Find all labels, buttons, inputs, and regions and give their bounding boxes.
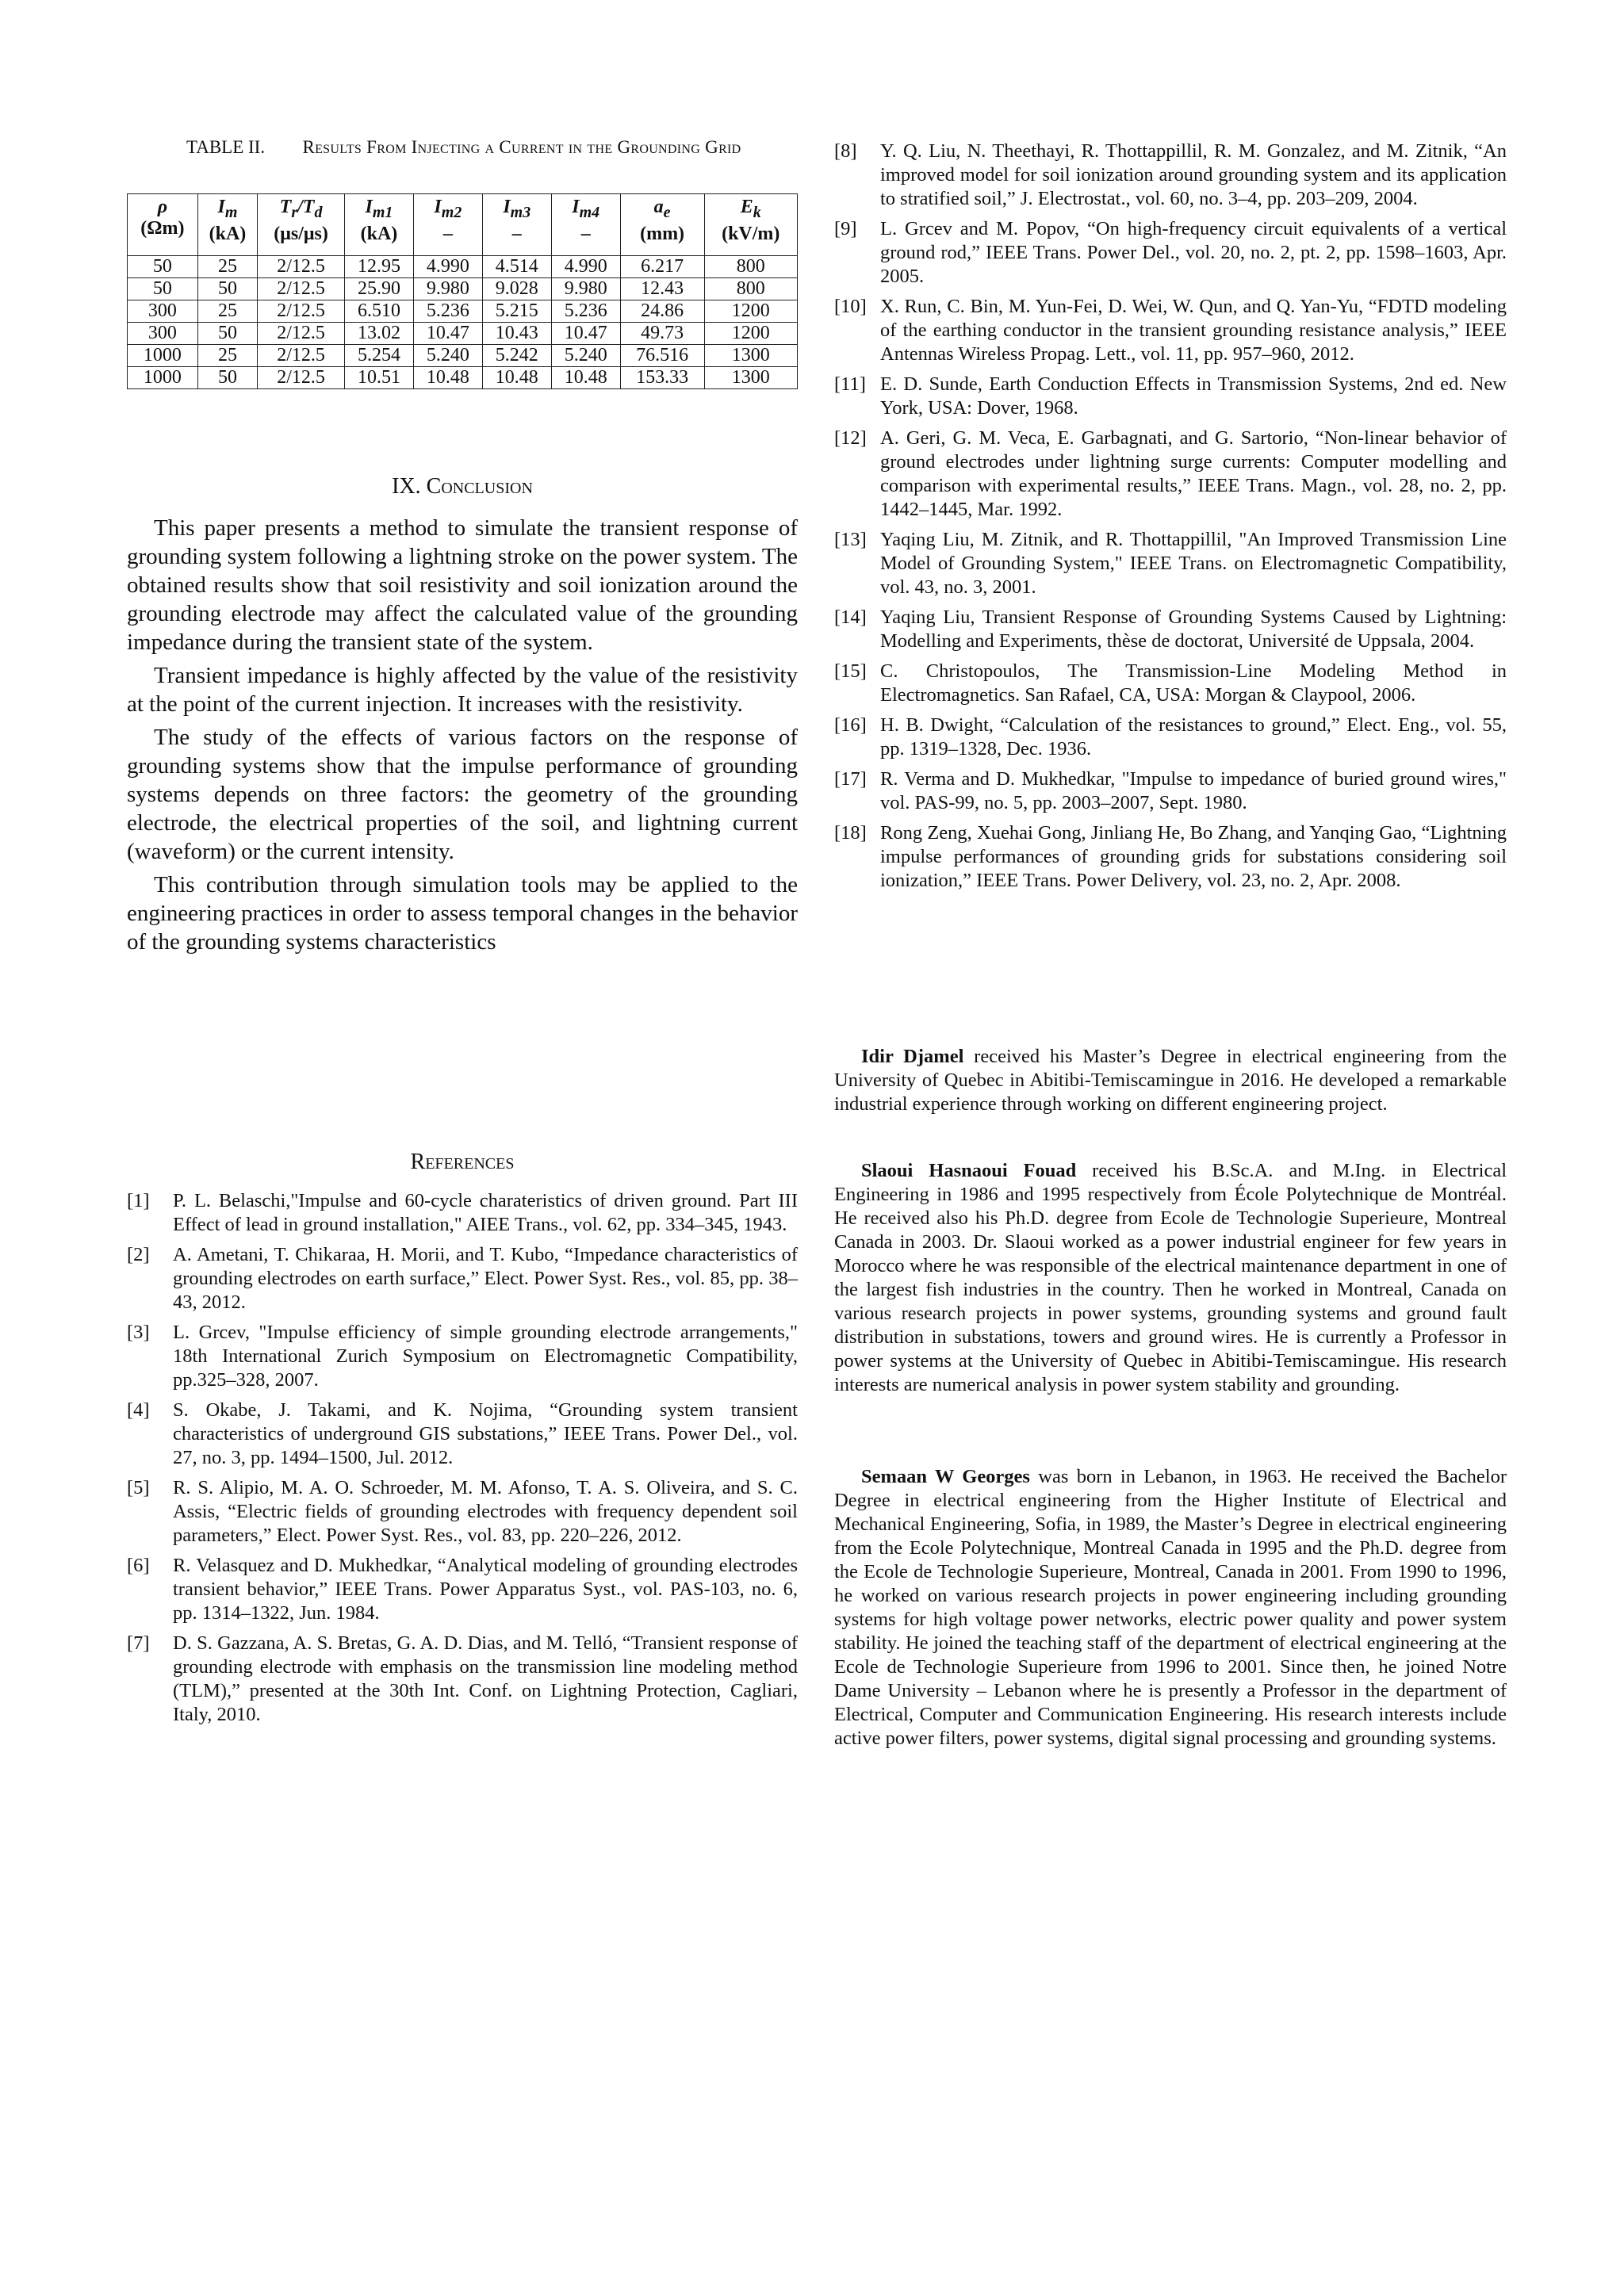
reference-number: [8] bbox=[834, 140, 857, 162]
author-name: Semaan W Georges bbox=[861, 1466, 1030, 1487]
col-im3: $I_{m3}$ – bbox=[482, 194, 551, 256]
reference-number: [15] bbox=[834, 660, 867, 682]
table-row bbox=[128, 256, 798, 278]
table-cell: 49.73 bbox=[620, 323, 704, 345]
table-cell: 10.47 bbox=[551, 323, 620, 345]
reference-item bbox=[127, 1632, 798, 1727]
table-row bbox=[128, 323, 798, 345]
reference-number: [14] bbox=[834, 607, 867, 628]
conclusion-body bbox=[127, 514, 798, 961]
table-cell: 10.48 bbox=[482, 367, 551, 389]
table-cell: 13.02 bbox=[345, 323, 414, 345]
table-row bbox=[128, 278, 798, 300]
col-ek: $E_k$ (kV/m) bbox=[704, 194, 798, 256]
reference-text: Rong Zeng, Xuehai Gong, Jinliang He, Bo Zhang, and Yanqing Gao, “Lightning impulse performances of grounding grids for substations considering soil ionization,” IEEE Trans. Power Delivery, vol. 23, no. 2, Apr. 2008. bbox=[880, 822, 1507, 891]
table-cell: 9.980 bbox=[413, 278, 482, 300]
references-heading: References bbox=[410, 1150, 515, 1174]
reference-number: [17] bbox=[834, 768, 867, 790]
reference-text: Y. Q. Liu, N. Theethayi, R. Thottappillil, R. M. Gonzalez, and M. Zitnik, “An improved model for soil ionization around grounding system and its application to stratified soil,” J. Electrostat., vol. 60, no. 3–4, pp. 203–209, 2004. bbox=[880, 140, 1507, 209]
reference-text: S. Okabe, J. Takami, and K. Nojima, “Grounding system transient characteristics of underground GIS substations,” IEEE Trans. Power Del., vol. 27, no. 3, pp. 1494–1500, Jul. 2012. bbox=[173, 1399, 798, 1468]
table-cell: 5.215 bbox=[482, 300, 551, 323]
table-cell: 2/12.5 bbox=[258, 256, 345, 278]
table-cell: 25 bbox=[197, 256, 257, 278]
table-cell: 5.240 bbox=[413, 345, 482, 367]
reference-number: [4] bbox=[127, 1399, 150, 1421]
reference-text: R. S. Alipio, M. A. O. Schroeder, M. M. Afonso, T. A. S. Oliveira, and S. C. Assis, “Electric fields of grounding electrodes with frequency dependent soil parameters,” Elect. Power Syst. Res., vol. 83, pp. 220–226, 2012. bbox=[173, 1477, 798, 1546]
conclusion-paragraph: The study of the effects of various factors on the response of grounding systems show that the impulse performance of grounding systems depends on three factors: the geometry of the grounding electrode, the electrical properties of the soil, and lightning current (waveform) or the current intensity. bbox=[127, 725, 798, 864]
table-cell: 5.242 bbox=[482, 345, 551, 367]
author-name: Slaoui Hasnaoui Fouad bbox=[861, 1160, 1077, 1181]
reference-text: C. Christopoulos, The Transmission-Line Modeling Method in Electromagnetics. San Rafael, CA, USA: Morgan & Claypool, 2006. bbox=[880, 660, 1507, 706]
author-bio-text: was born in Lebanon, in 1963. He received the Bachelor Degree in electrical engineering from the Higher Institute of Electrical and Mechanical Engineering, Sofia, in 1989, the Master’s Degree in electrical engineering from the Ecole Polytechnique, Montreal Canada in 1995 and the Ph.D. degree from the Ecole de Technologie Superieure, Montreal, Canada in 2001. From 1990 to 1996, he worked on various research projects in power engineering including grounding systems for high voltage power networks, electric power quality and power system stability. He joined the teaching staff of the department of electrical engineering at the Ecole de Technologie Superieure from 1996 to 2001. Since then, he joined Notre Dame University – Lebanon where he is presently a Professor in the department of Electrical, Computer and Communication Engineering. His research interests include active power filters, power systems, digital signal processing and grounding systems. bbox=[834, 1466, 1507, 1749]
reference-item bbox=[834, 606, 1507, 653]
reference-text: L. Grcev, "Impulse efficiency of simple grounding electrode arrangements," 18th International Zurich Symposium on Electromagnetic Compatibility, pp.325–328, 2007. bbox=[173, 1322, 798, 1391]
table-cell: 12.95 bbox=[345, 256, 414, 278]
col-im2: $I_{m2}$ – bbox=[413, 194, 482, 256]
reference-number: [3] bbox=[127, 1322, 150, 1343]
table-cell: 5.236 bbox=[551, 300, 620, 323]
table-cell: 1200 bbox=[704, 300, 798, 323]
author-bio bbox=[834, 1159, 1507, 1397]
table-cell: 2/12.5 bbox=[258, 278, 345, 300]
reference-item bbox=[127, 1554, 798, 1625]
author-bio-text: received his B.Sc.A. and M.Ing. in Electrical Engineering in 1986 and 1995 respectively from École Polytechnique de Montréal. He received also his Ph.D. degree from Ecole de Technologie Superieure, Montreal Canada in 2003. Dr. Slaoui worked as a power industrial engineer for few years in Morocco where he was responsible of the electrical maintenance department in one of the largest fish industries in the country. Then he worked in Montreal, Canada on various research projects in power systems, grounding systems and ground fault distribution in substations, towers and ground wires. He is currently a Professor in power systems at the University of Quebec in Abitibi-Temiscamingue. His research interests are numerical analysis in power system stability and grounding. bbox=[834, 1160, 1507, 1395]
reference-text: Yaqing Liu, Transient Response of Grounding Systems Caused by Lightning: Modelling and Experiments, thèse de doctorat, Université de Uppsala, 2004. bbox=[880, 607, 1507, 652]
reference-text: A. Ametani, T. Chikaraa, H. Morii, and T. Kubo, “Impedance characteristics of grounding electrodes on earth surface,” Elect. Power Syst. Res., vol. 85, pp. 38–43, 2012. bbox=[173, 1244, 798, 1313]
author-bio bbox=[834, 1465, 1507, 1751]
reference-item bbox=[834, 767, 1507, 815]
table-cell: 1200 bbox=[704, 323, 798, 345]
reference-item bbox=[834, 714, 1507, 761]
reference-list-left bbox=[127, 1189, 798, 1733]
table-cell: 9.028 bbox=[482, 278, 551, 300]
table-cell: 1300 bbox=[704, 345, 798, 367]
reference-item bbox=[834, 528, 1507, 599]
col-tr-td: $T_r/T_d$ (μs/μs) bbox=[258, 194, 345, 256]
table-cell: 2/12.5 bbox=[258, 300, 345, 323]
reference-text: X. Run, C. Bin, M. Yun-Fei, D. Wei, W. Qun, and Q. Yan-Yu, “FDTD modeling of the earthing conductor in the transient grounding resistance analysis,” IEEE Antennas Wireless Propag. Lett., vol. 11, pp. 957–960, 2012. bbox=[880, 296, 1507, 365]
table-cell: 24.86 bbox=[620, 300, 704, 323]
reference-item bbox=[834, 373, 1507, 420]
table-cell: 6.510 bbox=[345, 300, 414, 323]
reference-number: [2] bbox=[127, 1244, 150, 1265]
reference-item bbox=[127, 1399, 798, 1470]
col-im1: $I_{m1}$ (kA) bbox=[345, 194, 414, 256]
reference-number: [18] bbox=[834, 822, 867, 844]
table-caption bbox=[127, 136, 798, 159]
results-table bbox=[127, 193, 798, 389]
reference-number: [6] bbox=[127, 1555, 150, 1576]
table-cell: 76.516 bbox=[620, 345, 704, 367]
table-cell: 25 bbox=[197, 345, 257, 367]
table-cell: 5.240 bbox=[551, 345, 620, 367]
table-number: TABLE II. bbox=[186, 137, 266, 157]
reference-number: [11] bbox=[834, 373, 866, 395]
reference-text: A. Geri, G. M. Veca, E. Garbagnati, and G. Sartorio, “Non-linear behavior of ground electrodes under lightning surge currents: Computer modelling and comparison with experimental results,” IEEE Trans. Magn., vol. 28, no. 2, pp. 1442–1445, Mar. 1992. bbox=[880, 427, 1507, 520]
table-cell: 10.48 bbox=[551, 367, 620, 389]
table-cell: 9.980 bbox=[551, 278, 620, 300]
conclusion-paragraph: This paper presents a method to simulate the transient response of grounding system following a lightning stroke on the power system. The obtained results show that soil resistivity and soil ionization around the grounding electrode may affect the calculated value of the grounding impedance during the transient state of the system. bbox=[127, 515, 798, 655]
table-row bbox=[128, 300, 798, 323]
reference-text: R. Verma and D. Mukhedkar, "Impulse to impedance of buried ground wires," vol. PAS-99, no. 5, pp. 2003–2007, Sept. 1980. bbox=[880, 768, 1507, 813]
author-name: Idir Djamel bbox=[861, 1046, 964, 1067]
reference-list-right bbox=[834, 140, 1507, 899]
table-cell: 50 bbox=[197, 367, 257, 389]
reference-item bbox=[127, 1243, 798, 1314]
reference-item bbox=[834, 140, 1507, 211]
reference-number: [9] bbox=[834, 218, 857, 239]
reference-item bbox=[834, 427, 1507, 522]
reference-text: L. Grcev and M. Popov, “On high-frequency circuit equivalents of a vertical ground rod,” IEEE Trans. Power Del., vol. 20, no. 2, pt. 2, pp. 1598–1603, Apr. 2005. bbox=[880, 218, 1507, 287]
reference-text: E. D. Sunde, Earth Conduction Effects in Transmission Systems, 2nd ed. New York, USA: Dover, 1968. bbox=[880, 373, 1507, 419]
reference-item bbox=[834, 217, 1507, 289]
table-cell: 6.217 bbox=[620, 256, 704, 278]
reference-item bbox=[834, 660, 1507, 707]
table-cell: 2/12.5 bbox=[258, 367, 345, 389]
reference-item bbox=[127, 1189, 798, 1237]
reference-item bbox=[127, 1476, 798, 1548]
table-cell: 2/12.5 bbox=[258, 345, 345, 367]
table-cell: 153.33 bbox=[620, 367, 704, 389]
table-cell: 4.990 bbox=[413, 256, 482, 278]
table-cell: 25 bbox=[197, 300, 257, 323]
table-title: Results From Injecting a Current in the Grounding Grid bbox=[302, 137, 741, 157]
table-row bbox=[128, 345, 798, 367]
reference-text: P. L. Belaschi,"Impulse and 60-cycle charateristics of driven ground. Part III Effect of lead in ground installation," AIEE Trans., vol. 62, pp. 334–345, 1943. bbox=[173, 1190, 798, 1235]
table-cell: 10.51 bbox=[345, 367, 414, 389]
conclusion-heading: IX. Conclusion bbox=[392, 474, 533, 499]
table-cell: 10.48 bbox=[413, 367, 482, 389]
table-cell: 300 bbox=[128, 300, 198, 323]
table-cell: 50 bbox=[128, 256, 198, 278]
reference-item bbox=[127, 1321, 798, 1392]
reference-text: D. S. Gazzana, A. S. Bretas, G. A. D. Dias, and M. Telló, “Transient response of grounding electrode with emphasis on the transmission line modeling method (TLM),” presented at the 30th Int. Conf. on Lightning Protection, Cagliari, Italy, 2010. bbox=[173, 1632, 798, 1725]
table-cell: 50 bbox=[128, 278, 198, 300]
reference-number: [13] bbox=[834, 529, 867, 550]
table-cell: 10.47 bbox=[413, 323, 482, 345]
table-cell: 1000 bbox=[128, 367, 198, 389]
table-cell: 2/12.5 bbox=[258, 323, 345, 345]
table-header-row bbox=[128, 194, 798, 256]
reference-text: Yaqing Liu, M. Zitnik, and R. Thottappillil, "An Improved Transmission Line Model of Grounding System," IEEE Trans. on Electromagnetic Compatibility, vol. 43, no. 3, 2001. bbox=[880, 529, 1507, 598]
col-im4: $I_{m4}$ – bbox=[551, 194, 620, 256]
reference-number: [5] bbox=[127, 1477, 150, 1498]
conclusion-paragraph: Transient impedance is highly affected by the value of the resistivity at the point of the current injection. It increases with the resistivity. bbox=[127, 663, 798, 717]
table-cell: 1300 bbox=[704, 367, 798, 389]
table-cell: 300 bbox=[128, 323, 198, 345]
table-cell: 10.43 bbox=[482, 323, 551, 345]
conclusion-paragraph: This contribution through simulation tools may be applied to the engineering practices in order to assess temporal changes in the behavior of the grounding systems characteristics bbox=[127, 872, 798, 955]
reference-number: [7] bbox=[127, 1632, 150, 1654]
author-bio-text: received his Master’s Degree in electrical engineering from the University of Quebec in Abitibi-Temiscamingue in 2016. He developed a remarkable industrial experience through working on different engineering project. bbox=[834, 1046, 1507, 1115]
reference-number: [12] bbox=[834, 427, 867, 449]
table-cell: 4.990 bbox=[551, 256, 620, 278]
col-im: $I_m$ (kA) bbox=[197, 194, 257, 256]
author-bio bbox=[834, 1045, 1507, 1116]
col-ae: $a_e$ (mm) bbox=[620, 194, 704, 256]
reference-item bbox=[834, 821, 1507, 893]
table-row bbox=[128, 367, 798, 389]
reference-number: [1] bbox=[127, 1190, 150, 1211]
table-cell: 12.43 bbox=[620, 278, 704, 300]
reference-item bbox=[834, 295, 1507, 366]
reference-text: R. Velasquez and D. Mukhedkar, “Analytical modeling of grounding electrodes transient behavior,” IEEE Trans. Power Apparatus Syst., vol. PAS-103, no. 6, pp. 1314–1322, Jun. 1984. bbox=[173, 1555, 798, 1624]
reference-text: H. B. Dwight, “Calculation of the resistances to ground,” Elect. Eng., vol. 55, pp. 1319–1328, Dec. 1936. bbox=[880, 714, 1507, 760]
table-cell: 25.90 bbox=[345, 278, 414, 300]
table-cell: 5.236 bbox=[413, 300, 482, 323]
table-cell: 50 bbox=[197, 323, 257, 345]
reference-number: [10] bbox=[834, 296, 867, 317]
table-cell: 50 bbox=[197, 278, 257, 300]
reference-number: [16] bbox=[834, 714, 867, 736]
table-cell: 1000 bbox=[128, 345, 198, 367]
table-cell: 5.254 bbox=[345, 345, 414, 367]
table-cell: 800 bbox=[704, 278, 798, 300]
table-cell: 800 bbox=[704, 256, 798, 278]
table-cell: 4.514 bbox=[482, 256, 551, 278]
col-rho: ρ (Ωm) bbox=[128, 194, 198, 256]
